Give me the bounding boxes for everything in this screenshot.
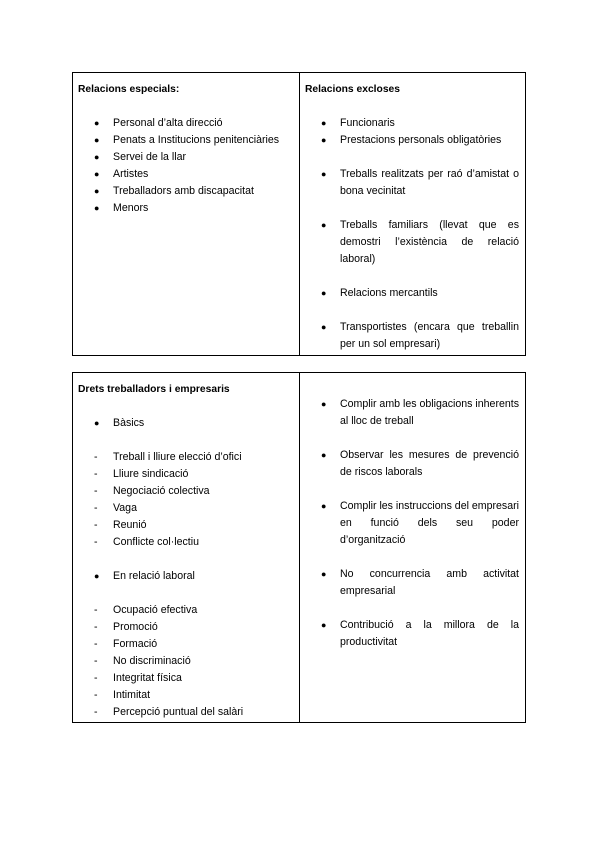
- list-item: ● Observar les mesures de prevenció de riscos laborals: [321, 449, 519, 478]
- heading-relacions-especials: Relacions especials:: [78, 84, 180, 95]
- dash-icon: -: [94, 451, 98, 463]
- dash-icon: -: [94, 502, 98, 514]
- list-item: - Integritat física: [78, 670, 293, 687]
- dash-icon: -: [94, 604, 98, 616]
- list-item: ● Penats a Institucions penitenciàries: [78, 132, 293, 149]
- dash-icon: -: [94, 655, 98, 667]
- list-item: ● Complir amb les obligacions inherents al lloc de treball: [321, 398, 520, 427]
- list-item: ● Treballadors amb discapacitat: [78, 183, 293, 200]
- bullet-icon: ●: [94, 152, 100, 162]
- bullet-icon: ●: [94, 169, 100, 179]
- bullet-icon: ●: [321, 169, 327, 179]
- list-item: ● Servei de la llar: [78, 149, 293, 166]
- list-item: ● Relacions mercantils: [305, 285, 519, 302]
- bullet-icon: ●: [321, 322, 327, 332]
- table-drets: [72, 372, 526, 723]
- heading-relacions-excloses: Relacions excloses: [305, 84, 401, 95]
- list-relacions-excloses: [305, 115, 519, 353]
- heading-drets: Drets treballadors i empresaris: [78, 384, 230, 395]
- list-item: ● Funcionaris: [305, 115, 519, 132]
- list-item: ● Complir les instruccions del empresari en funció dels seu poder d’organització: [321, 500, 519, 546]
- bullet-icon: ●: [94, 203, 100, 213]
- cell-relacions-excloses: [300, 73, 525, 355]
- dash-icon: -: [94, 536, 98, 548]
- list-item: - Percepció puntual del salàri: [78, 704, 293, 721]
- list-item: ● Artistes: [78, 166, 293, 183]
- list-item: ● No concurrencia amb activitat empresarial: [321, 568, 519, 597]
- bullet-icon: ●: [94, 571, 100, 581]
- list-item: - Treball i lliure elecció d’ofici: [78, 449, 293, 466]
- cell-relacions-especials: [73, 73, 300, 355]
- list-item: - Formació: [78, 636, 293, 653]
- list-obligacions: [305, 396, 519, 651]
- list-item: ● Treballs familiars (llevat que es demostri l’existència de relació laboral): [321, 219, 519, 265]
- bullet-icon: ●: [321, 569, 327, 579]
- bullet-icon: ●: [321, 288, 327, 298]
- dash-icon: -: [94, 621, 98, 633]
- cell-drets: [73, 373, 300, 722]
- bullet-icon: ●: [94, 418, 100, 428]
- bullet-icon: ●: [321, 620, 327, 630]
- dash-icon: -: [94, 672, 98, 684]
- bullet-icon: ●: [94, 135, 100, 145]
- list-item: - Conflicte col·lectiu: [78, 534, 293, 551]
- list-item: - Intimitat: [78, 687, 293, 704]
- bullet-icon: ●: [321, 450, 327, 460]
- list-item: ● Prestacions personals obligatòries: [305, 132, 519, 149]
- list-drets-basics: [78, 415, 293, 721]
- list-item: - Vaga: [78, 500, 293, 517]
- list-item: - Ocupació efectiva: [78, 602, 293, 619]
- cell-obligacions: [300, 373, 525, 722]
- list-item: ● Treballs realitzats per raó d’amistat o bona vecinitat: [321, 168, 519, 197]
- bullet-icon: ●: [94, 186, 100, 196]
- dash-icon: -: [94, 638, 98, 650]
- group-title-relacio-laboral: ● En relació laboral: [78, 568, 293, 585]
- dash-icon: -: [94, 519, 98, 531]
- table-relacions: [72, 72, 526, 356]
- dash-icon: -: [94, 485, 98, 497]
- bullet-icon: ●: [321, 399, 327, 409]
- dash-icon: -: [94, 468, 98, 480]
- dash-icon: -: [94, 706, 98, 718]
- list-item: - Lliure sindicació: [78, 466, 293, 483]
- bullet-icon: ●: [321, 118, 327, 128]
- list-item: - Negociació colectiva: [78, 483, 293, 500]
- list-item: ● Menors: [78, 200, 293, 217]
- list-item: - Reunió: [78, 517, 293, 534]
- dash-icon: -: [94, 689, 98, 701]
- bullet-icon: ●: [321, 135, 327, 145]
- list-item: ● Transportistes (encara que treballin per un sol empresari): [321, 321, 519, 350]
- bullet-icon: ●: [321, 501, 327, 511]
- list-item: ● Personal d’alta direcció: [78, 115, 293, 132]
- bullet-icon: ●: [94, 118, 100, 128]
- list-item: - No discriminació: [78, 653, 293, 670]
- list-item: - Promoció: [78, 619, 293, 636]
- list-item: ● Contribució a la millora de la productivitat: [321, 619, 519, 648]
- bullet-icon: ●: [321, 220, 327, 230]
- list-relacions-especials: [78, 115, 293, 217]
- group-title-basics: ● Bàsics: [78, 415, 293, 432]
